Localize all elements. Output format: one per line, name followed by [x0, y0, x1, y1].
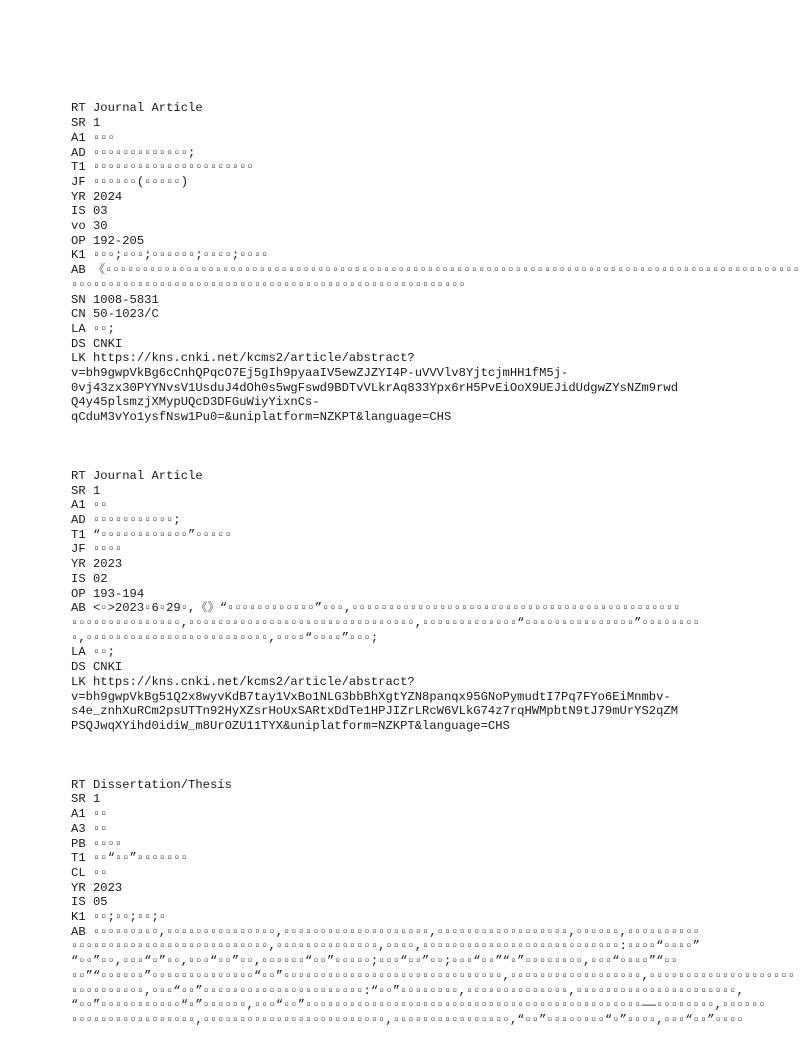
record-line: T1 ▫▫“▫▫”▫▫▫▫▫▫▫ [71, 851, 189, 866]
record-line: DS CNKI [71, 336, 123, 351]
record-line: RT Journal Article [71, 101, 203, 116]
record-line: AB 《▫▫▫▫▫▫▫▫▫▫▫▫▫▫▫▫▫▫▫▫▫▫▫▫▫▫▫▫▫▫▫▫▫▫▫▫▫▫▫▫▫▫▫▫▫▫▫▫▫▫▫▫▫▫▫▫▫▫▫▫▫▫▫▫▫▫▫▫▫▫▫▫▫▫▫▫▫▫▫▫▫▫▫▫▫▫▫▫▫▫▫▫▫▫▫ [71, 263, 800, 278]
record-line: YR 2023 [71, 880, 123, 895]
record-line: 0vj43zx30PYYNvsV1UsduJ4dOh0s5wgFswd9BDTvVLkrAq833Ypx6rH5PvEiOoX9UEJidUdgwZYsNZm9rwd [71, 380, 679, 395]
record-line: PB ▫▫▫▫ [71, 836, 123, 851]
record-line: SR 1 [71, 116, 101, 131]
record-line: OP 192-205 [71, 233, 145, 248]
record-line: AD ▫▫▫▫▫▫▫▫▫▫▫▫▫; [71, 145, 196, 160]
record-line: AB <▫>2023▫6▫29▫,《》“▫▫▫▫▫▫▫▫▫▫▫▫”▫▫▫,▫▫▫▫▫▫▫▫▫▫▫▫▫▫▫▫▫▫▫▫▫▫▫▫▫▫▫▫▫▫▫▫▫▫▫▫▫▫▫▫▫▫▫▫▫ [71, 601, 681, 616]
record-line: JF ▫▫▫▫ [71, 542, 123, 557]
record-line: “▫▫”▫▫,▫▫▫“▫”▫▫,▫▫▫“▫▫”▫▫,▫▫▫▫▫▫“▫▫”▫▫▫▫▫;▫▫▫“▫▫”▫▫;▫▫▫“▫▫”“▫”▫▫▫▫▫▫▫▫,▫▫▫“▫▫▫▫”“▫▫ [71, 954, 679, 969]
record-line: K1 ▫▫;▫▫;▫▫;▫ [71, 910, 167, 925]
record-line: ▫▫▫▫▫▫▫▫▫▫▫▫▫▫▫,▫▫▫▫▫▫▫▫▫▫▫▫▫▫▫▫▫▫▫▫▫▫▫▫▫▫▫▫▫▫▫,▫▫▫▫▫▫▫▫▫▫▫▫▫“▫▫▫▫▫▫▫▫▫▫▫▫▫▫▫”▫▫▫▫▫▫▫▫ [71, 616, 700, 630]
record-line: ▫▫”“▫▫▫▫▫▫”▫▫▫▫▫▫▫▫▫▫▫▫▫▫“▫▫”▫▫▫▫▫▫▫▫▫▫▫▫▫▫▫▫▫▫▫▫▫▫▫▫▫▫▫▫▫▫,▫▫▫▫▫▫▫▫▫▫▫▫▫▫▫▫▫▫,▫▫▫▫▫▫▫▫▫▫▫▫▫▫▫▫▫▫▫▫ [71, 968, 796, 983]
record-line: IS 02 [71, 571, 108, 586]
record-1 [71, 101, 800, 425]
record-2 [71, 469, 701, 734]
record-line: LK https://kns.cnki.net/kcms2/article/abstract? [71, 674, 415, 689]
record-line: LA ▫▫; [71, 645, 115, 660]
record-line: SR 1 [71, 792, 101, 807]
record-line: JF ▫▫▫▫▫▫(▫▫▫▫▫) [71, 174, 189, 189]
record-line: AD ▫▫▫▫▫▫▫▫▫▫▫; [71, 513, 181, 528]
record-line: s4e_znhXuRCm2psUTTn92HyXZsrHoUxSARtxDdTe1HPJIZrLRcW6VLkG74z7rqHWMpbtN9tJ79mUrYS2qZM [71, 704, 679, 719]
record-line: CN 50-1023/C [71, 307, 159, 322]
record-line: vo 30 [71, 219, 108, 234]
record-line: AB ▫▫▫▫▫▫▫▫▫,▫▫▫▫▫▫▫▫▫▫▫▫▫▫▫,▫▫▫▫▫▫▫▫▫▫▫▫▫▫▫▫▫▫▫▫,▫▫▫▫▫▫▫▫▫▫▫▫▫▫▫▫▫▫,▫▫▫▫▫▫,▫▫▫▫▫▫▫▫▫▫ [71, 924, 700, 939]
record-line: A1 ▫▫ [71, 807, 108, 822]
record-line: T1 “▫▫▫▫▫▫▫▫▫▫▫▫”▫▫▫▫▫ [71, 527, 232, 542]
record-line: ▫▫▫▫▫▫▫▫▫▫▫▫▫▫▫▫▫▫▫▫▫▫▫▫▫▫▫▫▫▫▫▫▫▫▫▫▫▫▫▫▫▫▫▫▫▫▫▫▫▫▫▫▫▫ [71, 277, 466, 292]
record-line: A1 ▫▫▫ [71, 130, 115, 145]
record-line: ▫▫▫▫▫▫▫▫▫▫,▫▫▫“▫▫”▫▫▫▫▫▫▫▫▫▫▫▫▫▫▫▫▫▫▫▫▫▫:“▫▫”▫▫▫▫▫▫▫▫,▫▫▫▫▫▫▫▫▫▫▫▫▫▫,▫▫▫▫▫▫▫▫▫▫▫▫▫▫▫▫▫▫▫▫▫▫, [71, 983, 744, 998]
record-line: OP 193-194 [71, 586, 145, 601]
document-page [71, 72, 800, 1057]
record-line: K1 ▫▫▫;▫▫▫;▫▫▫▫▫▫;▫▫▫▫;▫▫▫▫ [71, 248, 269, 263]
record-line: A1 ▫▫ [71, 498, 108, 513]
record-line: SR 1 [71, 483, 101, 498]
record-line: Q4y45plsmzjXMypUQcD3DFGuWiyYixnCs- [71, 395, 320, 410]
record-line: CL ▫▫ [71, 865, 108, 880]
record-line: ▫,▫▫▫▫▫▫▫▫▫▫▫▫▫▫▫▫▫▫▫▫▫▫▫▫▫,▫▫▫▫“▫▫▫▫”▫▫▫; [71, 630, 379, 645]
record-line: DS CNKI [71, 660, 123, 675]
record-line: YR 2023 [71, 557, 123, 572]
record-line: YR 2024 [71, 189, 123, 204]
record-line: LK https://kns.cnki.net/kcms2/article/abstract? [71, 351, 415, 366]
record-line: v=bh9gwpVkBg6cCnhQPqcO7Ej5gIh9pyaaIV5ewZJZYI4P-uVVVlv8YjtcjmHH1fM5j- [71, 366, 569, 381]
record-line: RT Journal Article [71, 468, 203, 483]
record-line: RT Dissertation/Thesis [71, 777, 232, 792]
record-line: v=bh9gwpVkBg51Q2x8wyvKdB7tay1VxBo1NLG3bbBhXgtYZN8panqx95GNoPymudtI7Pq7FYo6EiMnmbv- [71, 689, 671, 704]
record-line: IS 05 [71, 895, 108, 910]
record-line: PSQJwqXYihd0idiW_m8UrOZU11TYX&uniplatform=NZKPT&language=CHS [71, 718, 510, 733]
record-line: IS 03 [71, 204, 108, 219]
record-line: LA ▫▫; [71, 321, 115, 336]
record-line: ▫▫▫▫▫▫▫▫▫▫▫▫▫▫▫▫▫▫▫▫▫▫▫▫▫▫▫,▫▫▫▫▫▫▫▫▫▫▫▫▫▫,▫▫▫▫,▫▫▫▫▫▫▫▫▫▫▫▫▫▫▫▫▫▫▫▫▫▫▫▫▫▫▫:▫▫▫▫“▫▫▫▫” [71, 939, 700, 954]
record-line: “▫▫”▫▫▫▫▫▫▫▫▫▫▫“▫”▫▫▫▫▫▫,▫▫▫“▫▫”▫▫▫▫▫▫▫▫▫▫▫▫▫▫▫▫▫▫▫▫▫▫▫▫▫▫▫▫▫▫▫▫▫▫▫▫▫▫▫▫▫▫▫▫▫▫——▫▫▫▫▫▫▫▫,▫▫▫▫▫▫ [71, 998, 766, 1013]
record-3 [71, 777, 796, 1028]
record-line: ▫▫▫▫▫▫▫▫▫▫▫▫▫▫▫▫▫,▫▫▫▫▫▫▫▫▫▫▫▫▫▫▫▫▫▫▫▫▫▫▫▫▫,▫▫▫▫▫▫▫▫▫▫▫▫▫▫▫▫,“▫▫”▫▫▫▫▫▫▫▫“▫”▫▫▫▫,▫▫▫“▫▫”▫▫▫▫ [71, 1012, 744, 1027]
record-line: A3 ▫▫ [71, 821, 108, 836]
record-line: T1 ▫▫▫▫▫▫▫▫▫▫▫▫▫▫▫▫▫▫▫▫▫▫ [71, 160, 254, 175]
record-line: qCduM3vYo1ysfNsw1Pu0=&uniplatform=NZKPT&language=CHS [71, 410, 452, 425]
record-line: SN 1008-5831 [71, 292, 159, 307]
